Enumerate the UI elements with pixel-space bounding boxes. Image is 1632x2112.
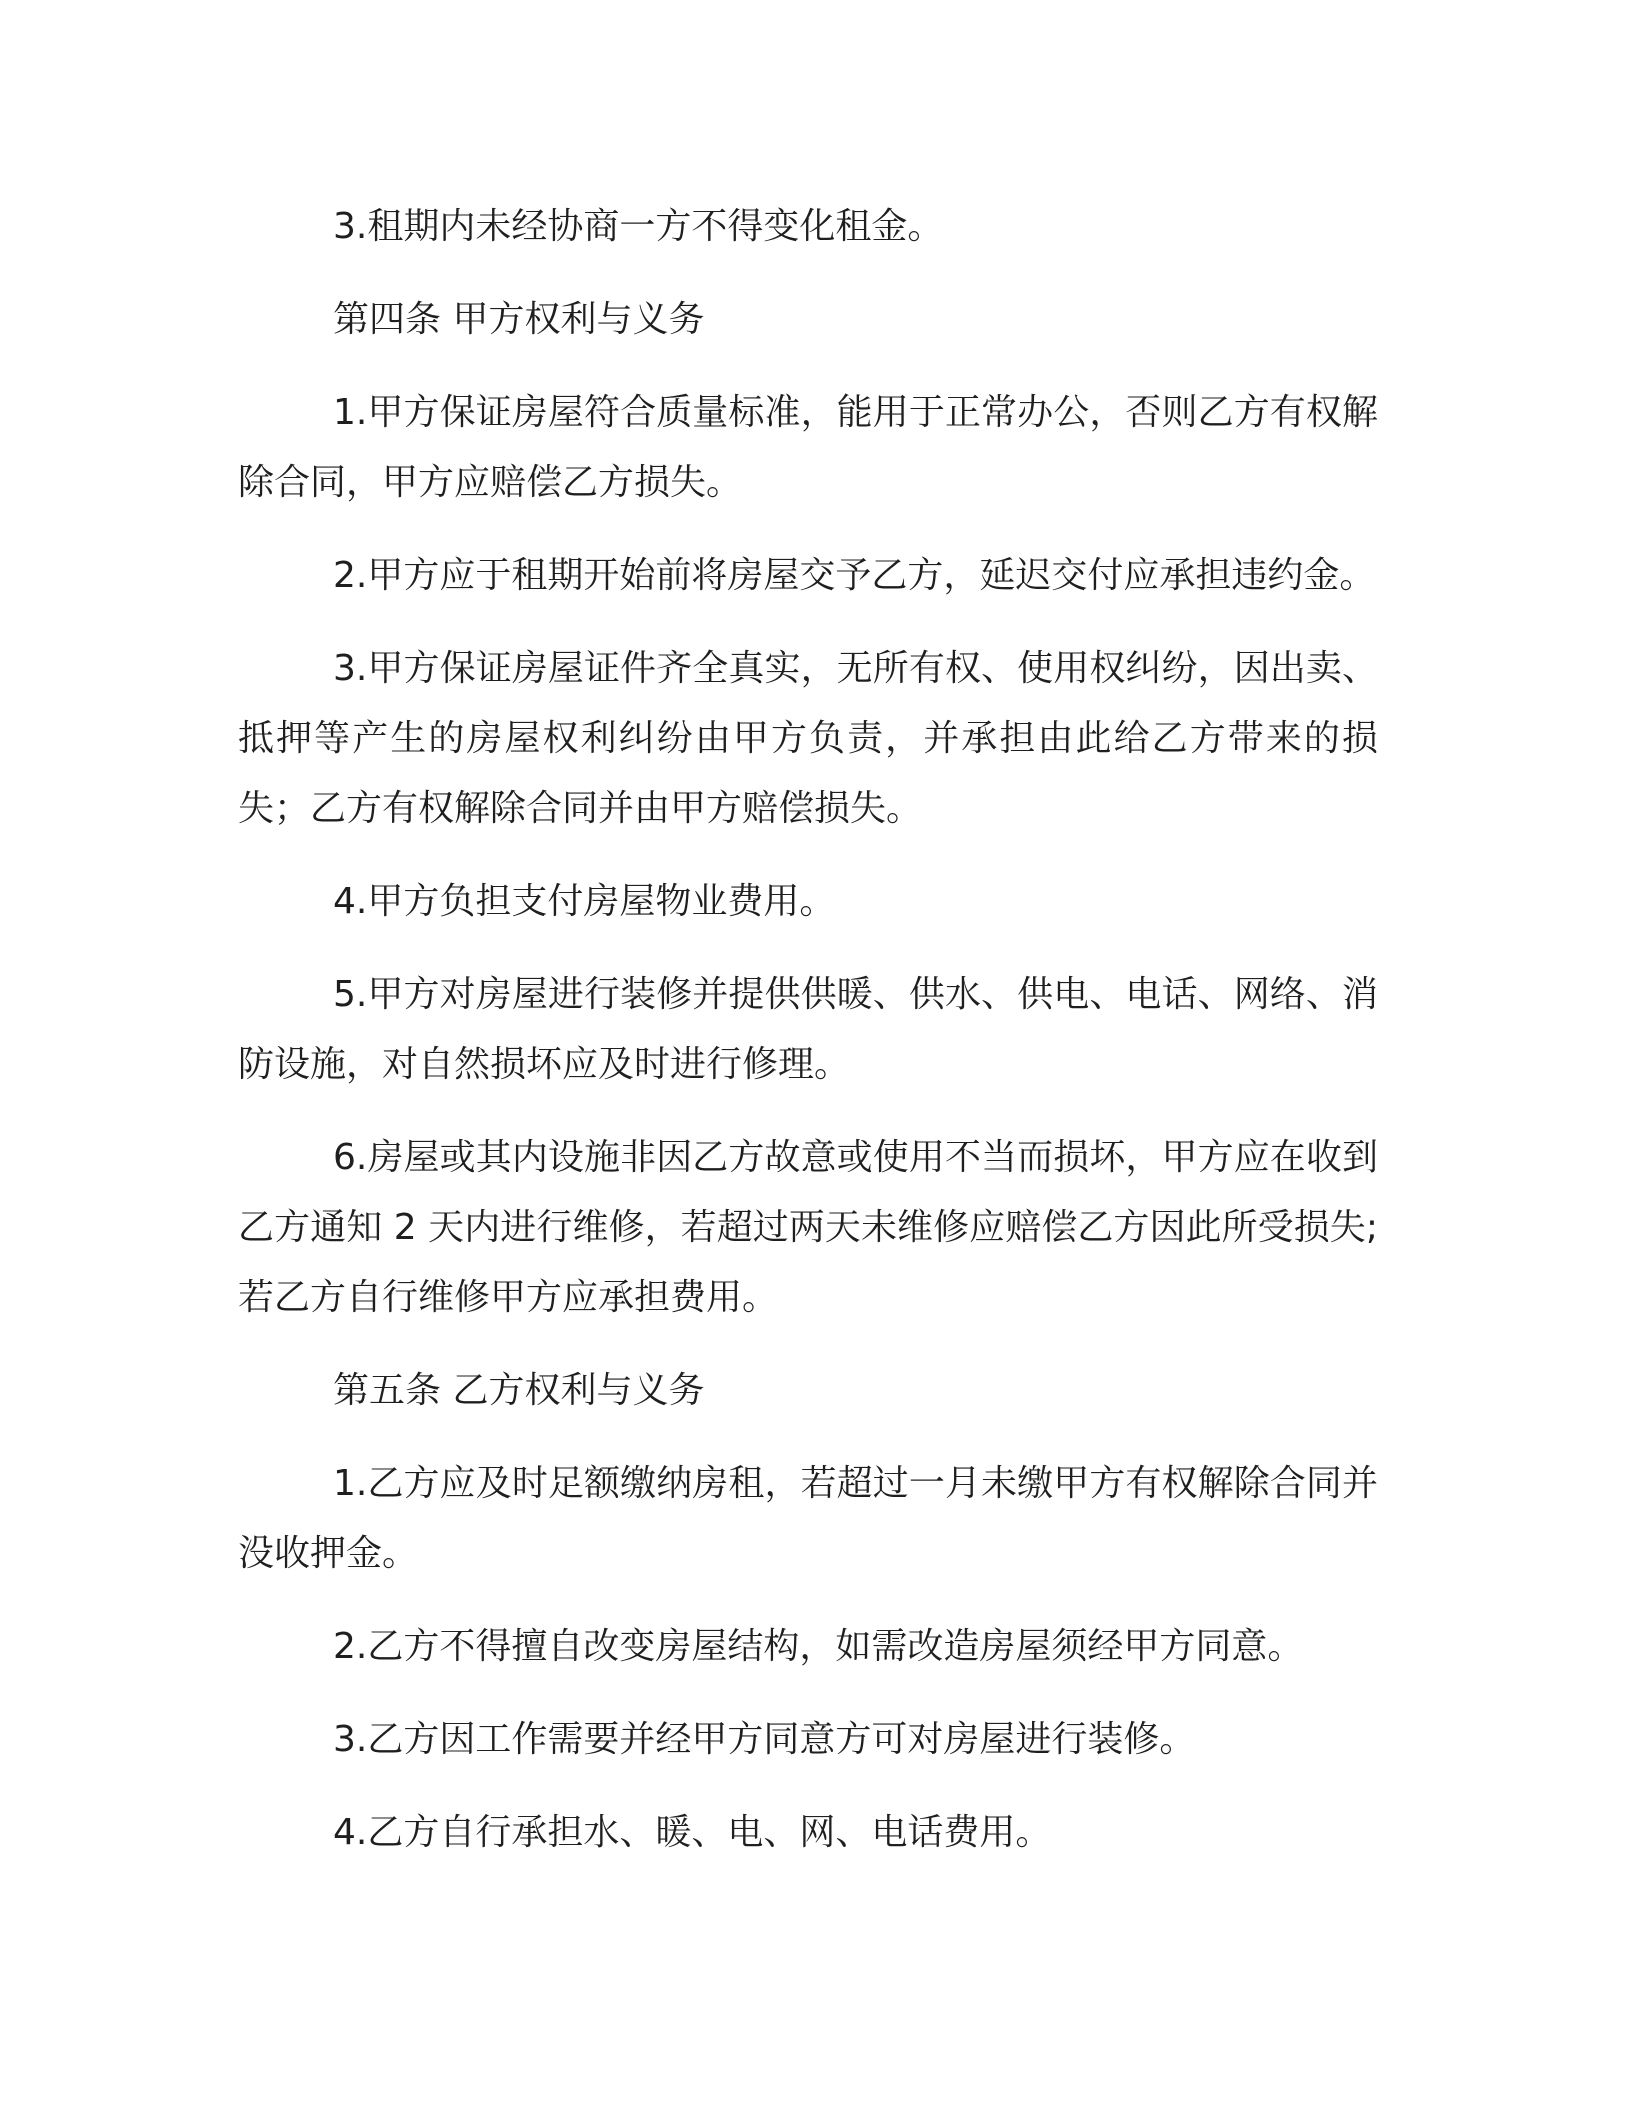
article-4-item-4: 4.甲方负担支付房屋物业费用。: [333, 881, 836, 922]
article-4-heading: 第四条 甲方权利与义务: [333, 299, 705, 340]
article-4-item-2: 2.甲方应于租期开始前将房屋交予乙方，延迟交付应承担违约金。: [333, 555, 1376, 596]
article-4-item-1: 1.甲方保证房屋符合质量标准，能用于正常办公，否则乙方有权解除合同，甲方应赔偿乙方损失。: [238, 392, 1378, 503]
article-4-item-3: 3.甲方保证房屋证件齐全真实，无所有权、使用权纠纷，因出卖、抵押等产生的房屋权利纠纷由甲方负责，并承担由此给乙方带来的损失；乙方有权解除合同并由甲方赔偿损失。: [238, 648, 1378, 829]
article-5-heading: 第五条 乙方权利与义务: [333, 1370, 705, 1411]
clause-3-rent-unchanged: 3.租期内未经协商一方不得变化租金。: [333, 206, 944, 247]
article-5-item-3: 3.乙方因工作需要并经甲方同意方可对房屋进行装修。: [333, 1719, 1196, 1760]
article-5-item-1: 1.乙方应及时足额缴纳房租，若超过一月未缴甲方有权解除合同并没收押金。: [238, 1463, 1378, 1574]
article-5-item-2: 2.乙方不得擅自改变房屋结构，如需改造房屋须经甲方同意。: [333, 1626, 1304, 1667]
article-4-item-5: 5.甲方对房屋进行装修并提供供暖、供水、供电、电话、网络、消防设施，对自然损坏应及时进行修理。: [238, 974, 1378, 1085]
document-body: [238, 192, 1378, 1868]
article-5-item-4: 4.乙方自行承担水、暖、电、网、电话费用。: [333, 1812, 1052, 1853]
article-4-item-6: 6.房屋或其内设施非因乙方故意或使用不当而损坏，甲方应在收到乙方通知 2 天内进行维修，若超过两天未维修应赔偿乙方因此所受损失;若乙方自行维修甲方应承担费用。: [238, 1137, 1378, 1318]
